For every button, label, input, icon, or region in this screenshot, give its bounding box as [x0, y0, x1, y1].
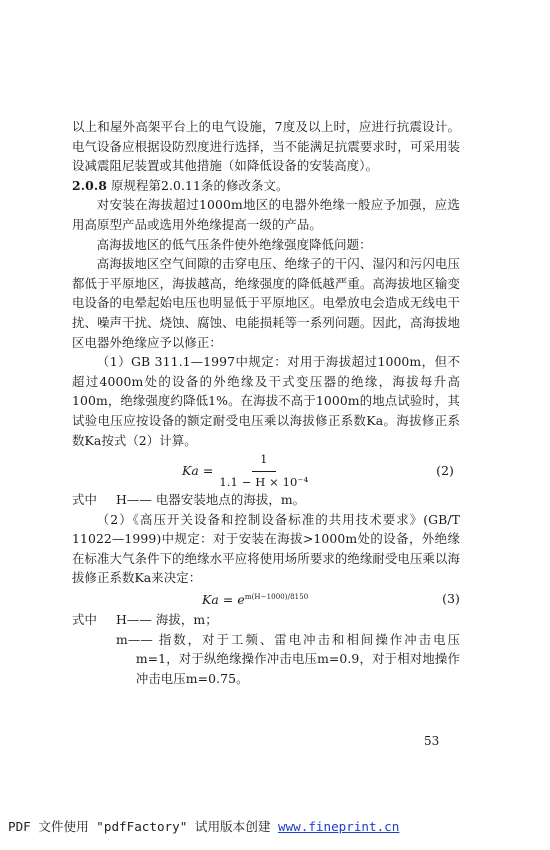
body-text	[72, 117, 460, 688]
formula-2	[72, 452, 460, 490]
formula-3-exponent: m(H−1000)/8150	[244, 593, 309, 602]
where-definition-block	[72, 630, 460, 689]
page-number: 53	[424, 734, 440, 748]
formula-2-denominator: 1.1 − H × 10⁻⁴	[219, 474, 309, 489]
footer-text: PDF 文件使用 "pdfFactory" 试用版本创建	[8, 819, 271, 834]
where-definition-h: H—— 海拔，m；	[116, 612, 218, 628]
formula-2-lhs: Ka =	[182, 463, 214, 479]
footer-link[interactable]: www.fineprint.cn	[278, 819, 400, 834]
where-definition-m: m—— 指数，对于工频、雷电冲击和相间操作冲击电压m=1，对于纵绝缘操作冲击电压m=0.9，对于相对地操作冲击电压m=0.75。	[116, 631, 460, 686]
where-label: 式中	[72, 492, 97, 508]
formula-2-fraction	[219, 450, 308, 492]
formula-3-number: (3)	[442, 591, 460, 607]
clause-2-0-8	[72, 176, 460, 196]
formula-2-numerator: 1	[252, 450, 275, 472]
where-clause-2	[72, 610, 460, 630]
clause-number: 2.0.8	[72, 177, 107, 193]
paragraph-high-altitude: 高海拔地区空气间隙的击穿电压、绝缘子的干闪、湿闪和污闪电压都低于平原地区，海拔越高，绝缘强度的降低越严重。高海拔地区输变电设备的电晕起始电压也明显低于平原地区。电晕放电会造成无线电干扰、噪声干扰、烧蚀、腐蚀、电能损耗等一系列问题。因此，高海拔地区电器外绝缘应予以修正：	[72, 256, 460, 350]
where-definition: H—— 电器安装地点的海拔，m。	[116, 492, 306, 508]
pdf-footer	[8, 816, 399, 835]
paragraph-gb311: （1）GB 311.1—1997中规定：对用于海拔超过1000m，但不超过4000m处的设备的外绝缘及干式变压器的绝缘，海拔每升高100m，绝缘强度约降低1%。在海拔不高于1000m的地点试验时，其试验电压应按设备的额定耐受电压乘以海拔修正系数Ka。海拔修正系数Ka按式（2）计算。	[72, 354, 460, 448]
paragraph-continuation: 以上和屋外高架平台上的电气设施，7度及以上时，应进行抗震设计。电气设备应根据设防烈度进行选择，当不能满足抗震要求时，可采用装设减震阻尼装置或其他措施（如降低设备的安装高度）。	[72, 119, 460, 174]
formula-2-expression	[182, 450, 308, 492]
where-label: 式中	[72, 612, 97, 628]
where-clause-1	[72, 490, 460, 510]
formula-3-expression	[202, 588, 308, 610]
paragraph-low-pressure: 高海拔地区的低气压条件使外绝缘强度降低问题：	[96, 236, 372, 252]
formula-3	[72, 588, 460, 610]
paragraph-insulation: 对安装在海拔超过1000m地区的电器外绝缘一般应予加强，应选用高原型产品或选用外绝缘提高一级的产品。	[72, 197, 460, 232]
formula-3-lhs: Ka = e	[202, 592, 245, 608]
clause-title: 原规程第2.0.11条的修改条文。	[111, 177, 289, 193]
paragraph-gbt11022: （2）《高压开关设备和控制设备标准的共用技术要求》(GB/T 11022—1999)中规定：对于安装在海拔>1000m处的设备，外绝缘在标准大气条件下的绝缘水平应将使用场所要求的绝缘耐受电压乘以海拔修正系数Ka来决定：	[72, 511, 460, 586]
formula-2-number: (2)	[436, 463, 454, 479]
